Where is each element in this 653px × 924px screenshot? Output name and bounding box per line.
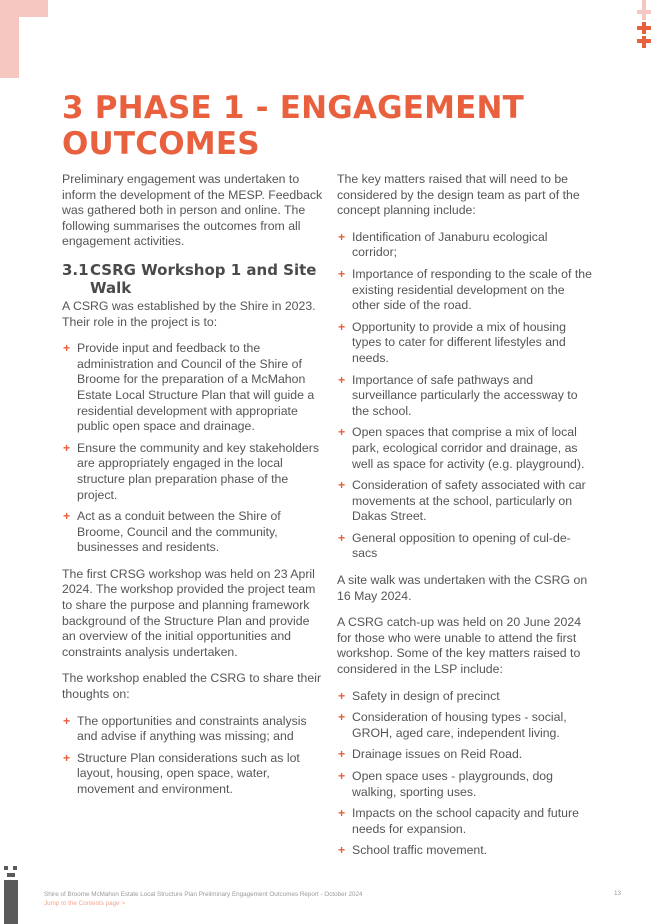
key-matters-intro: The key matters raised that will need to be considered by the design team as part of the concept planning include: xyxy=(337,172,580,218)
corner-bracket-decoration xyxy=(0,0,48,78)
plus-icon: + xyxy=(338,843,346,858)
right-column xyxy=(337,172,595,870)
plus-icon: + xyxy=(338,319,346,334)
list-item: + Safety in design of precinct xyxy=(338,688,500,703)
plus-icon: + xyxy=(63,509,71,524)
plus-icon: + xyxy=(338,266,346,281)
plus-icon: + xyxy=(63,440,71,455)
section-title: CSRG Workshop 1 and Site Walk xyxy=(90,260,317,297)
plus-icon: + xyxy=(338,769,346,783)
plus-icon: + xyxy=(338,747,346,762)
list-item: + Consideration of safety associated with car movements at the school, particularly on Dakas Street. xyxy=(338,478,586,524)
page-title: 3 PHASE 1 - ENGAGEMENT OUTCOMES xyxy=(62,90,525,162)
list-item: + Impacts on the school capacity and future needs for expansion. xyxy=(338,806,579,836)
plus-icon: + xyxy=(338,229,346,244)
list-item: + The opportunities and constraints analysis and advise if anything was missing; and xyxy=(63,713,307,744)
plus-icon: + xyxy=(338,530,346,545)
plus-icon: + xyxy=(338,806,346,821)
plus-icon: + xyxy=(338,425,346,440)
list-item: + Identification of Janaburu ecological corridor; xyxy=(338,229,548,260)
footer-doc-title: Shire of Broome McMahon Estate Local Structure Plan Preliminary Engagement Outcomes Report - October 2024 xyxy=(44,891,363,898)
role-list xyxy=(62,341,324,556)
left-column xyxy=(62,172,324,809)
plus-icon: + xyxy=(338,710,346,725)
list-item: + Open spaces that comprise a mix of local park, ecological corridor and drainage, as well as space for activity (e.g. playground). xyxy=(338,425,585,471)
section-heading xyxy=(62,261,324,297)
plus-icon: + xyxy=(63,341,71,356)
cross-pattern-icon xyxy=(635,0,653,48)
plus-icon: + xyxy=(63,750,71,765)
plus-icon: + xyxy=(338,372,346,387)
list-item: + Provide input and feedback to the administration and Council of the Shire of Broome for the preparation of a McMahon Estate Local Structure Plan that will guide a residential development with appropriate public open space and drainage. xyxy=(63,341,315,434)
list-item: + Importance of safe pathways and surveillance particularly the accessway to the school. xyxy=(338,372,578,418)
block-pattern-icon xyxy=(4,866,18,924)
key-matters-list xyxy=(337,230,595,562)
list-item: + General opposition to opening of cul-de-sacs xyxy=(338,530,571,561)
list-item: + Act as a conduit between the Shire of Broome, Council and the community, businesses and residents. xyxy=(63,509,281,555)
list-item: + School traffic movement. xyxy=(338,843,488,858)
page-number: 13 xyxy=(614,890,622,897)
jump-to-contents-link[interactable]: Jump to the Contents page > xyxy=(44,900,126,907)
thoughts-list xyxy=(62,714,324,798)
csrg-intro-paragraph: A CSRG was established by the Shire in 2023. Their role in the project is to: xyxy=(62,298,316,329)
list-item: + Open space uses - playgrounds, dog walking, sporting uses. xyxy=(338,769,553,799)
workshop-paragraph: The first CRSG workshop was held on 23 April 2024. The workshop provided the project team to share the purpose and planning framework background of the Structure Plan and provide an overview of the initial opportunities and constraints analysis undertaken. xyxy=(62,566,316,659)
thoughts-intro-paragraph: The workshop enabled the CSRG to share their thoughts on: xyxy=(62,671,322,702)
catchup-list xyxy=(337,689,595,859)
catchup-paragraph: A CSRG catch-up was held on 20 June 2024 for those who were unable to attend the first workshop. Some of the key matters raised to considered in the LSP include: xyxy=(337,615,582,677)
intro-paragraph: Preliminary engagement was undertaken to inform the development of the MESP. Feedback was gathered both in person and online. The following summarises the outcomes from all engagement activities. xyxy=(62,172,323,249)
list-item: + Structure Plan considerations such as lot layout, housing, open space, water, movement and environment. xyxy=(63,750,300,796)
list-item: + Ensure the community and key stakeholders are appropriately engaged in the local structure plan preparation phase of the project. xyxy=(63,440,319,502)
plus-icon: + xyxy=(63,713,71,728)
list-item: + Opportunity to provide a mix of housing types to cater for different lifestyles and needs. xyxy=(338,319,566,365)
list-item: + Consideration of housing types - social, GROH, aged care, independent living. xyxy=(338,710,567,740)
list-item: + Drainage issues on Reid Road. xyxy=(338,747,523,762)
plus-icon: + xyxy=(338,688,346,703)
section-number: 3.1 xyxy=(62,260,89,279)
site-walk-paragraph: A site walk was undertaken with the CSRG on 16 May 2024. xyxy=(337,573,588,603)
footer xyxy=(44,890,363,908)
plus-icon: + xyxy=(338,478,346,493)
list-item: + Importance of responding to the scale of the existing residential development on the other side of the road. xyxy=(338,266,592,313)
